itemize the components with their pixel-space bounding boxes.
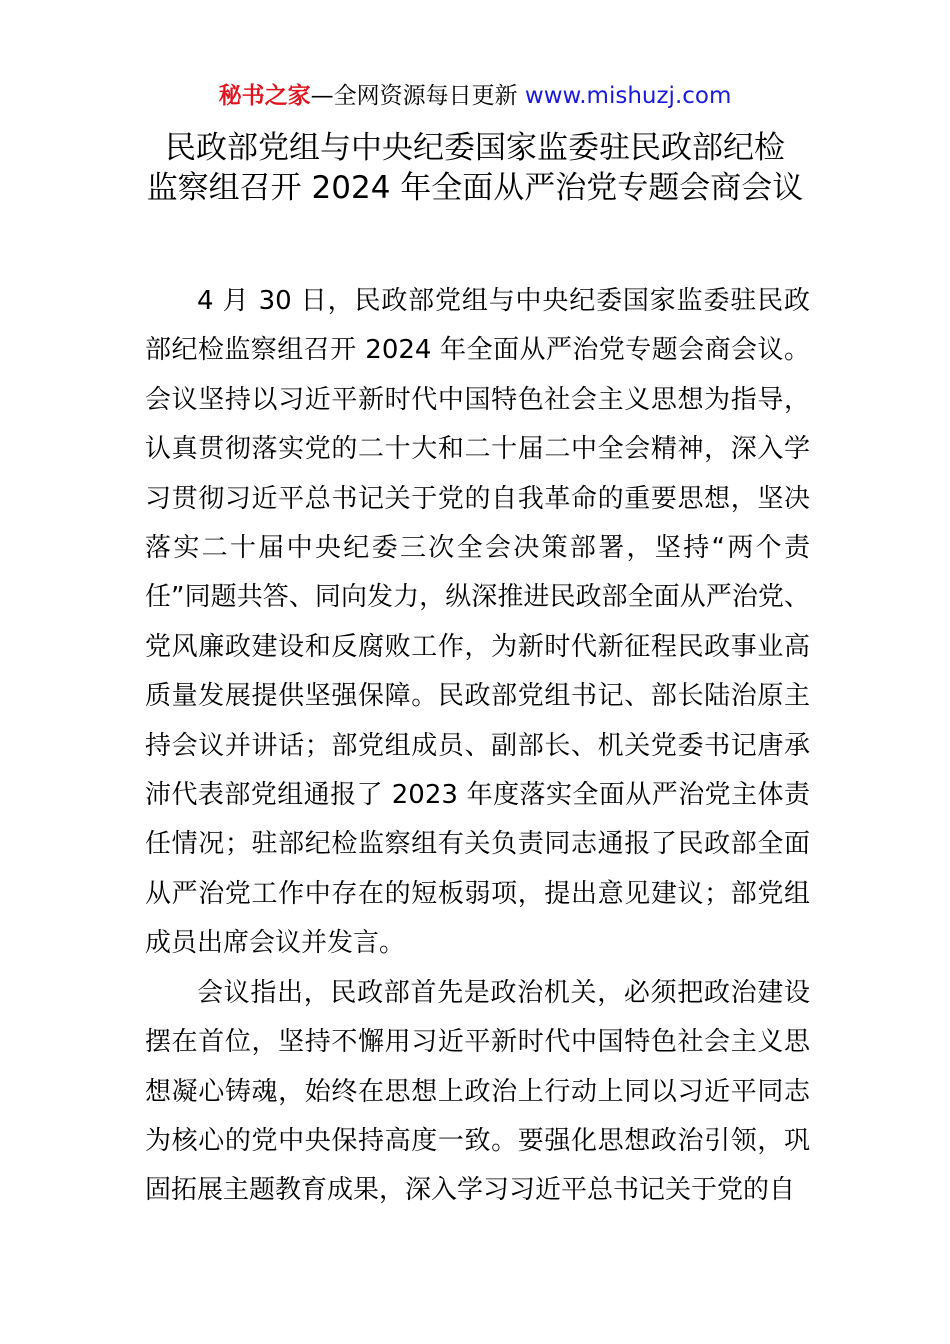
- site-header: [0, 80, 950, 112]
- site-tagline: —全网资源每日更新: [310, 83, 525, 109]
- title-line-1: 民政部党组与中央纪委国家监委驻民政部纪检: [165, 130, 785, 166]
- document-title: [110, 128, 840, 208]
- paragraph: 4 月 30 日，民政部党组与中央纪委国家监委驻民政部纪检监察组召开 2024 年全面从严治党专题会商会议。会议坚持以习近平新时代中国特色社会主义思想为指导，认真贯彻落实党的二十大和二十届二中全会精神，深入学习贯彻习近平总书记关于党的自我革命的重要思想，坚决落实二十届中央纪委三次全会决策部署，坚持“两个责任”同题共答、同向发力，纵深推进民政部全面从严治党、党风廉政建设和反腐败工作，为新时代新征程民政事业高质量发展提供坚强保障。民政部党组书记、部长陆治原主持会议并讲话；部党组成员、副部长、机关党委书记唐承沛代表部党组通报了 2023 年度落实全面从严治党主体责任情况；驻部纪检监察组有关负责同志通报了民政部全面从严治党工作中存在的短板弱项，提出意见建议；部党组成员出席会议并发言。: [145, 286, 810, 959]
- site-name: 秘书之家: [218, 83, 311, 109]
- document-body: [145, 277, 810, 1216]
- title-line-2: 监察组召开 2024 年全面从严治党专题会商会议: [146, 170, 804, 206]
- site-url[interactable]: www.mishuzj.com: [524, 83, 732, 109]
- paragraph: 会议指出，民政部首先是政治机关，必须把政治建设摆在首位，坚持不懈用习近平新时代中国特色社会主义思想凝心铸魂，始终在思想上政治上行动上同以习近平同志为核心的党中央保持高度一致。要强化思想政治引领，巩固拓展主题教育成果，深入学习习近平总书记关于党的自: [145, 977, 810, 1206]
